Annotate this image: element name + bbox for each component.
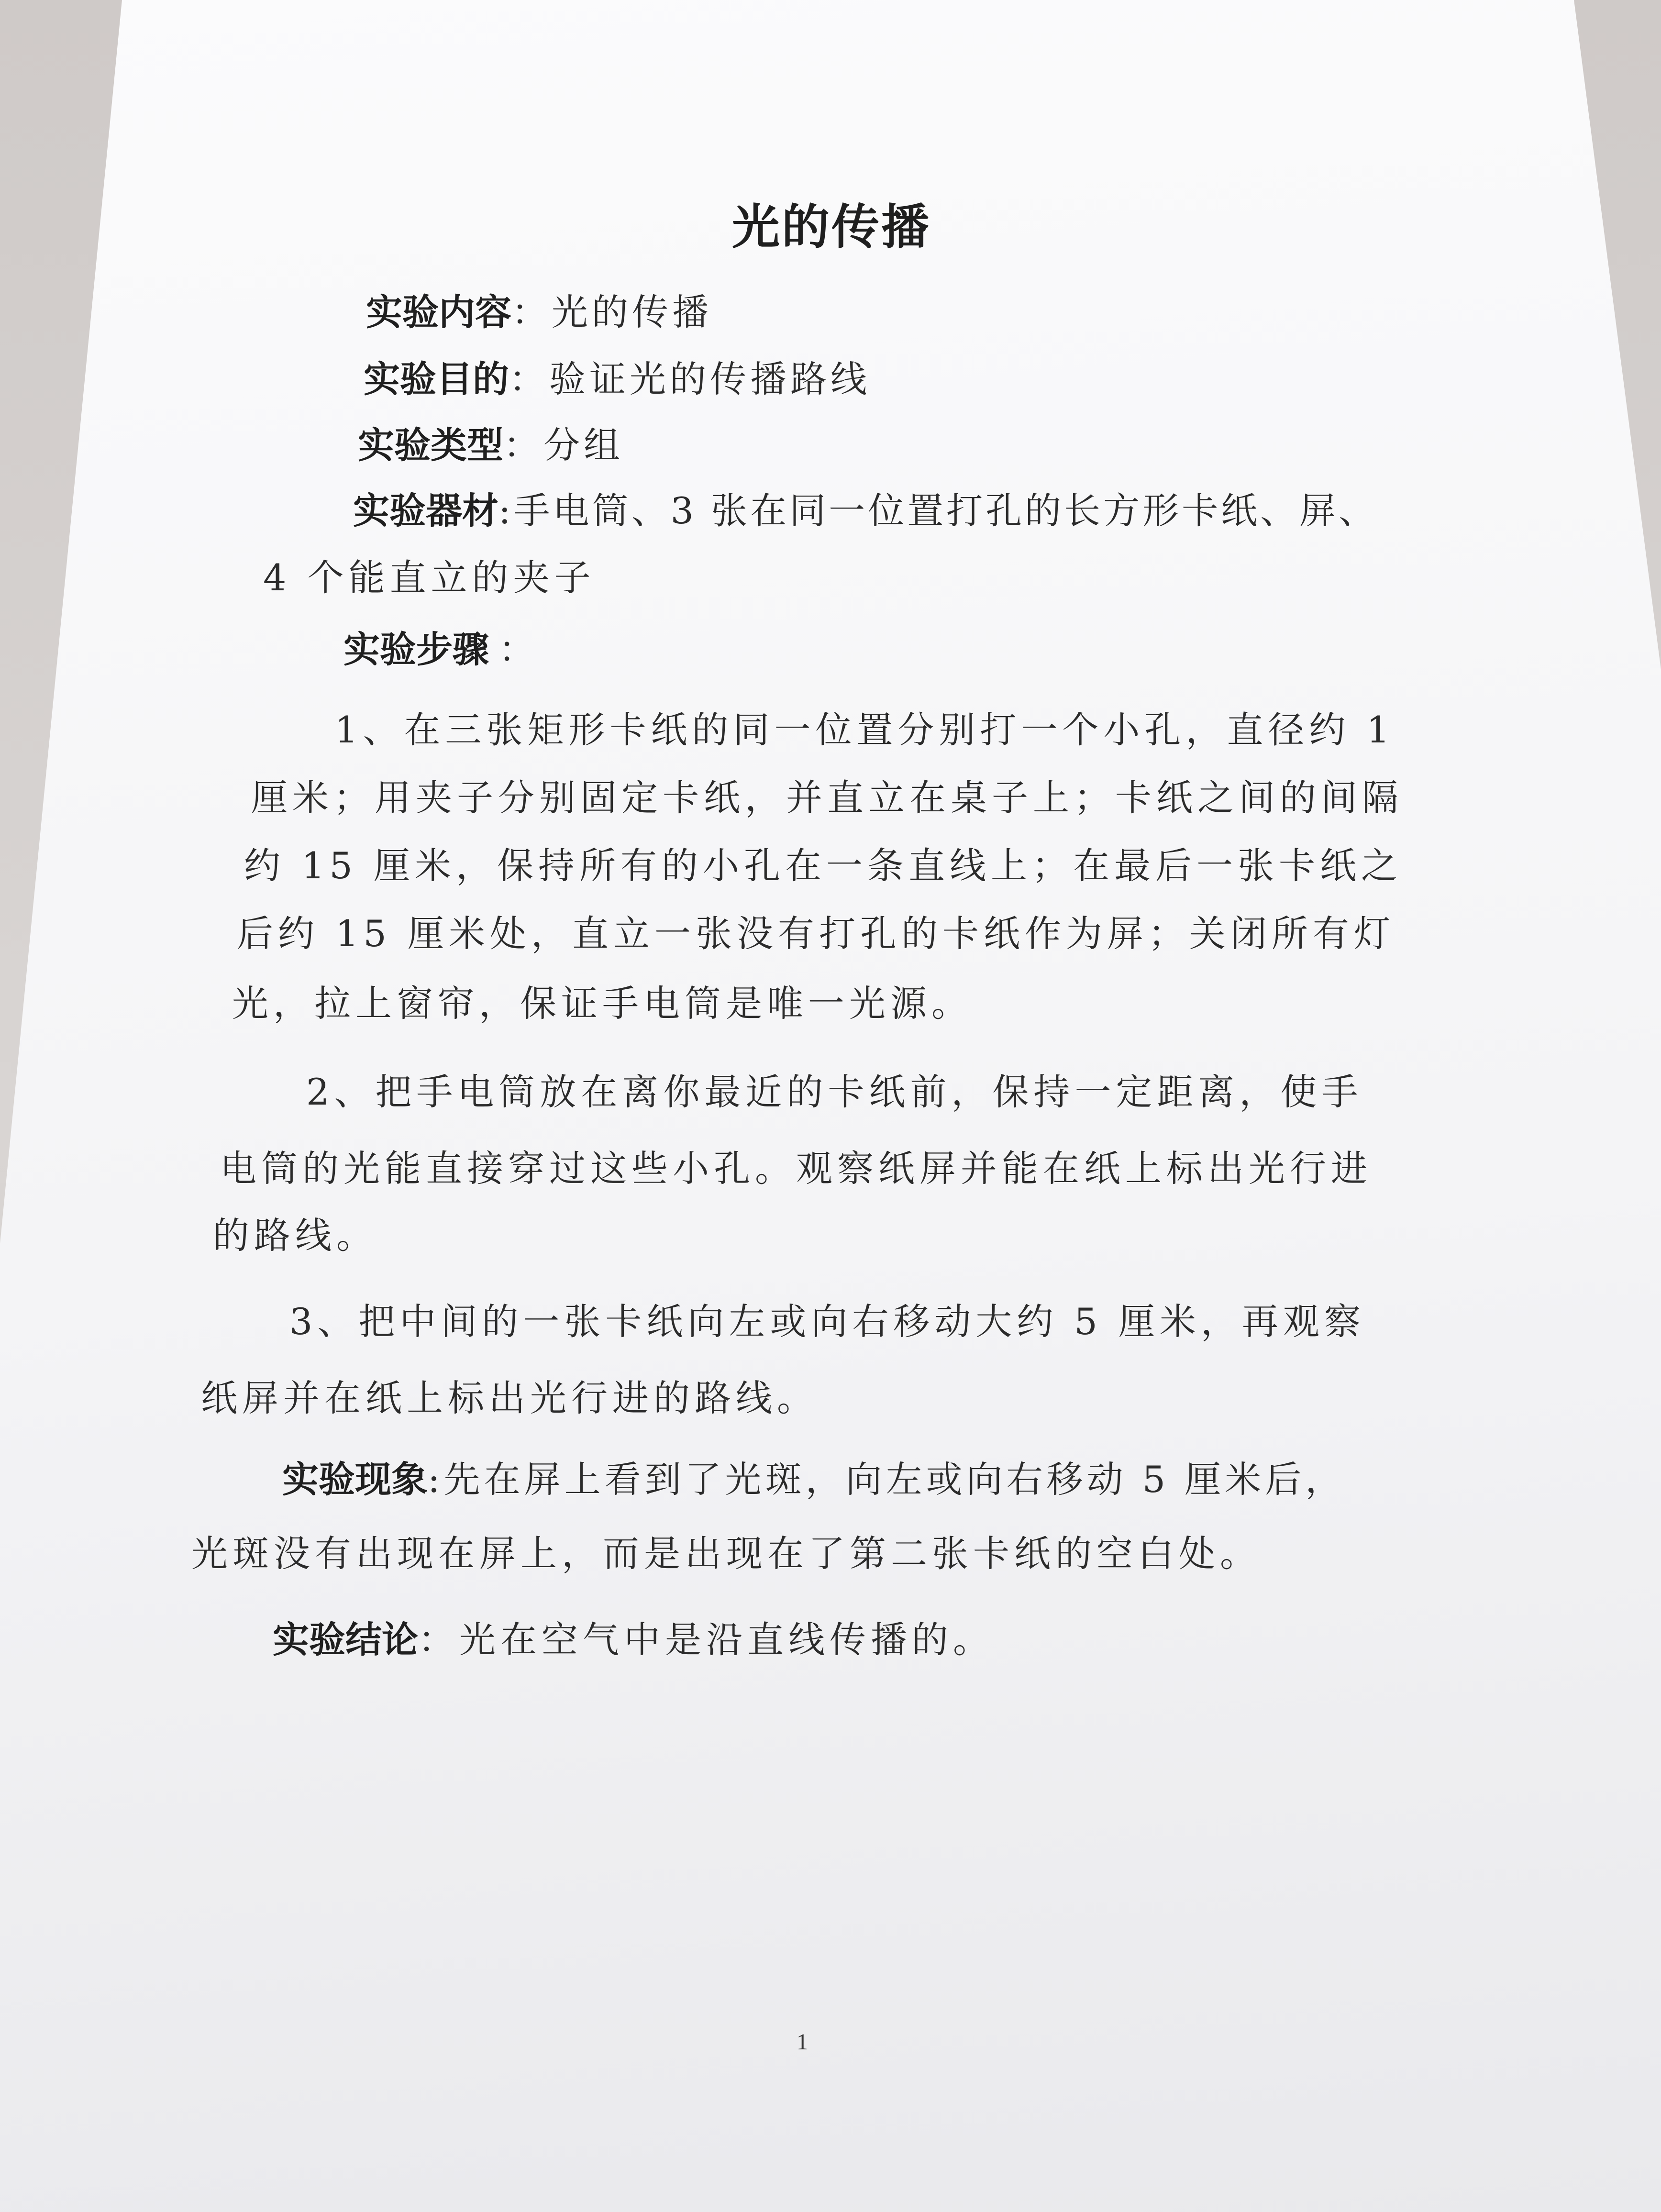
field-equipment — [353, 489, 1378, 532]
document-title: 光的传播 — [732, 199, 931, 255]
purpose-label: 实验目的 — [364, 358, 509, 400]
equipment-label: 实验器材 — [353, 489, 498, 532]
conclusion-value: ：光在空气中是沿直线传播的。 — [418, 1618, 994, 1661]
page-number: 1 — [797, 2029, 808, 2055]
step2-line2: 电筒的光能直接穿过这些小孔。观察纸屏并能在纸上标出光行进 — [220, 1147, 1372, 1190]
purpose-value: ：验证光的传播路线 — [509, 358, 871, 400]
phenomenon-label: 实验现象 — [282, 1458, 428, 1501]
step1-line3: 约 15 厘米，保持所有的小孔在一条直线上；在最后一张卡纸之 — [244, 844, 1403, 887]
field-type — [358, 424, 624, 466]
equipment-value-line2: 4 个能直立的夹子 — [263, 556, 596, 599]
type-label: 实验类型 — [358, 424, 503, 466]
step2-line3: 的路线。 — [213, 1214, 377, 1257]
field-content — [366, 291, 712, 333]
step1-line2: 厘米；用夹子分别固定卡纸，并直立在桌子上；卡纸之间的间隔 — [251, 776, 1403, 819]
content-label: 实验内容 — [366, 291, 511, 333]
phenomenon-line2: 光斑没有出现在屏上，而是出现在了第二张卡纸的空白处。 — [191, 1532, 1261, 1575]
field-phenomenon — [282, 1458, 1346, 1501]
steps-colon: ： — [498, 628, 535, 671]
step1-line4: 后约 15 厘米处，直立一张没有打孔的卡纸作为屏；关闭所有灯 — [237, 912, 1395, 955]
step1-line5: 光，拉上窗帘，保证手电筒是唯一光源。 — [232, 982, 973, 1025]
step2-line1: 2、把手电筒放在离你最近的卡纸前，保持一定距离，使手 — [306, 1071, 1363, 1113]
field-conclusion — [273, 1618, 994, 1661]
conclusion-label: 实验结论 — [273, 1618, 418, 1661]
field-purpose — [364, 358, 871, 400]
type-value: ：分组 — [503, 424, 624, 466]
step3-line2: 纸屏并在纸上标出光行进的路线。 — [201, 1377, 818, 1419]
content-value: ：光的传播 — [511, 291, 712, 333]
step3-line1: 3、把中间的一张卡纸向左或向右移动大约 5 厘米，再观察 — [289, 1300, 1366, 1343]
steps-label: 实验步骤 — [343, 628, 489, 671]
field-steps — [343, 628, 535, 671]
step1-line1: 1、在三张矩形卡纸的同一位置分别打一个小孔，直径约 1 — [335, 708, 1395, 751]
phenomenon-line1: :先在屏上看到了光斑，向左或向右移动 5 厘米后， — [428, 1458, 1346, 1501]
equipment-value-line1: :手电筒、3 张在同一位置打孔的长方形卡纸、屏、 — [498, 489, 1378, 532]
